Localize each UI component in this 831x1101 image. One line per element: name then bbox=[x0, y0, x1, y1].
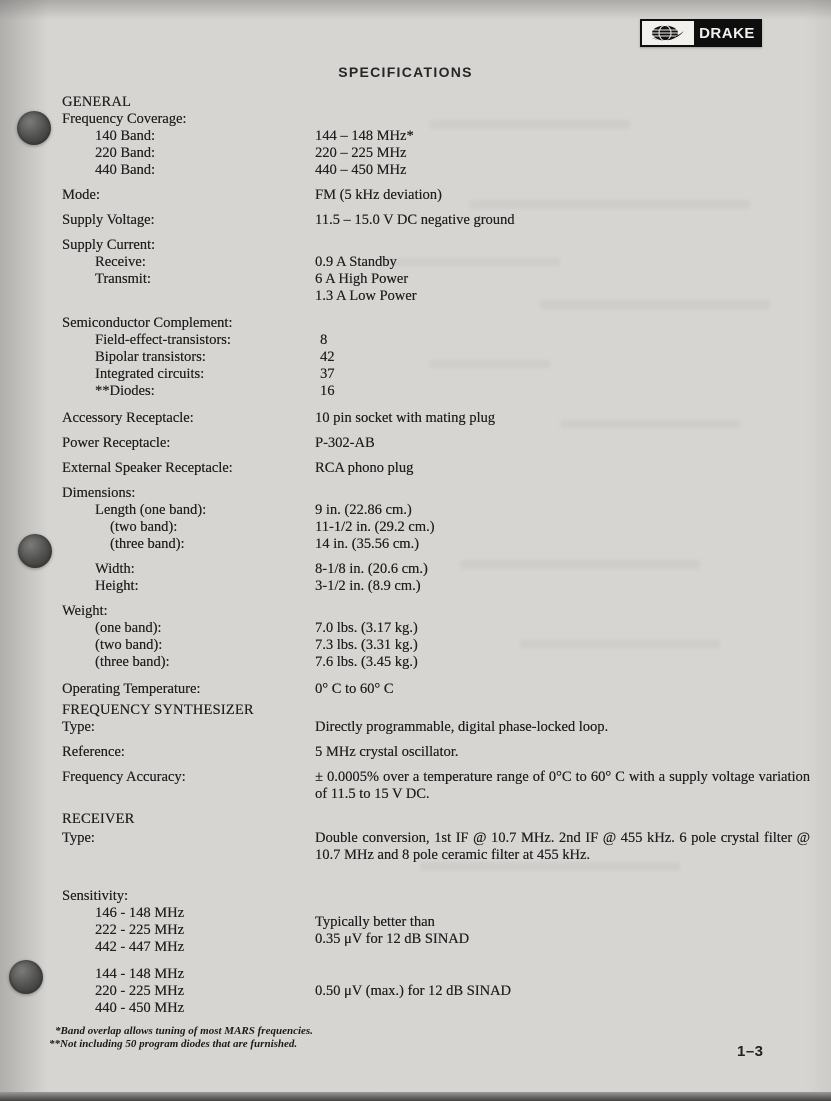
spec-row bbox=[62, 271, 810, 288]
sensitivity-bands bbox=[62, 905, 315, 956]
spec-value: 8-1/8 in. (20.6 cm.) bbox=[315, 561, 428, 577]
spec-row bbox=[62, 315, 810, 332]
spec-row bbox=[62, 830, 810, 864]
spec-row bbox=[62, 603, 810, 620]
footnote: **Not including 50 program diodes that are furnished. bbox=[49, 1037, 298, 1050]
spec-row bbox=[62, 366, 810, 383]
spec-value: ± 0.0005% over a temperature range of 0°C to 60° C with a supply voltage variation of 11.5 to 15 V DC. bbox=[315, 769, 810, 802]
spec-label: 220 Band: bbox=[95, 145, 156, 161]
spec-label: (three band): bbox=[110, 536, 185, 552]
spec-label: External Speaker Receptacle: bbox=[62, 460, 233, 476]
sensitivity-value bbox=[315, 966, 810, 1017]
section-heading-receiver: RECEIVER bbox=[62, 811, 135, 827]
spec-label: Height: bbox=[95, 578, 139, 594]
spec-label: Width: bbox=[95, 561, 135, 577]
spec-row bbox=[62, 288, 810, 305]
spec-label: Semiconductor Complement: bbox=[62, 315, 233, 331]
spec-row bbox=[62, 578, 810, 595]
spec-row bbox=[62, 485, 810, 502]
spec-row bbox=[62, 162, 810, 179]
spec-label: Type: bbox=[62, 830, 95, 846]
spec-row bbox=[62, 888, 810, 905]
sensitivity-value-line: 0.50 μV (max.) for 12 dB SINAD bbox=[315, 983, 511, 999]
spec-row bbox=[62, 145, 810, 162]
spec-row bbox=[62, 502, 810, 519]
spec-row bbox=[62, 460, 810, 477]
section-heading-row bbox=[62, 811, 810, 828]
spec-label: Field-effect-transistors: bbox=[95, 332, 231, 348]
spec-label: Reference: bbox=[62, 744, 125, 760]
page-title: SPECIFICATIONS bbox=[338, 64, 473, 80]
spec-value: 440 – 450 MHz bbox=[315, 162, 407, 178]
spec-value: 42 bbox=[320, 349, 335, 365]
spec-value: 3-1/2 in. (8.9 cm.) bbox=[315, 578, 421, 594]
footnotes bbox=[49, 1025, 810, 1050]
spec-row bbox=[62, 769, 810, 803]
spec-label: Transmit: bbox=[95, 271, 151, 287]
spec-row bbox=[62, 519, 810, 536]
spec-value: 1.3 A Low Power bbox=[315, 288, 417, 304]
spec-row bbox=[62, 744, 810, 761]
section-heading-general: GENERAL bbox=[62, 94, 132, 110]
band-range: 220 - 225 MHz bbox=[95, 983, 185, 999]
spec-value: P-302-AB bbox=[315, 435, 375, 451]
spec-label: 140 Band: bbox=[95, 128, 156, 144]
spec-label: Weight: bbox=[62, 603, 108, 619]
spec-value: 8 bbox=[320, 332, 328, 348]
spec-value: 144 – 148 MHz* bbox=[315, 128, 414, 144]
section-heading-row bbox=[62, 702, 810, 719]
spec-content bbox=[0, 94, 831, 1050]
spec-row bbox=[62, 654, 810, 671]
spec-value: 6 A High Power bbox=[315, 271, 409, 287]
spec-label: 440 Band: bbox=[95, 162, 156, 178]
sensitivity-value bbox=[315, 905, 810, 956]
spec-label: Integrated circuits: bbox=[95, 366, 205, 382]
spec-label: Operating Temperature: bbox=[62, 681, 201, 697]
drake-globe-icon bbox=[642, 21, 694, 45]
spec-label: Bipolar transistors: bbox=[95, 349, 206, 365]
spec-value bbox=[315, 485, 810, 502]
spec-row bbox=[62, 254, 810, 271]
spec-label: (three band): bbox=[95, 654, 170, 670]
spec-value: RCA phono plug bbox=[315, 460, 414, 476]
spec-label: Power Receptacle: bbox=[62, 435, 171, 451]
spec-value: 7.3 lbs. (3.31 kg.) bbox=[315, 637, 418, 653]
spec-value: 0.9 A Standby bbox=[315, 254, 397, 270]
spec-row bbox=[62, 620, 810, 637]
section-heading-row bbox=[62, 94, 810, 111]
spec-row bbox=[62, 536, 810, 553]
band-range: 440 - 450 MHz bbox=[95, 1000, 185, 1016]
sensitivity-label: Sensitivity: bbox=[62, 888, 129, 904]
band-range: 222 - 225 MHz bbox=[95, 922, 185, 938]
spec-label: (two band): bbox=[110, 519, 178, 535]
spec-value: 9 in. (22.86 cm.) bbox=[315, 502, 412, 518]
footnote: *Band overlap allows tuning of most MARS frequencies. bbox=[55, 1025, 313, 1037]
scan-bottom-edge bbox=[0, 1092, 831, 1101]
spec-value bbox=[315, 315, 810, 332]
spec-value: 5 MHz crystal oscillator. bbox=[315, 744, 459, 760]
spec-value bbox=[315, 603, 810, 620]
spec-row bbox=[62, 637, 810, 654]
spec-row bbox=[62, 349, 810, 366]
spec-value: 10 pin socket with mating plug bbox=[315, 410, 496, 426]
spec-value: FM (5 kHz deviation) bbox=[315, 187, 442, 203]
spec-value: 7.0 lbs. (3.17 kg.) bbox=[315, 620, 418, 636]
spec-value: Double conversion, 1st IF @ 10.7 MHz. 2nd IF @ 455 kHz. 6 pole crystal filter @ 10.7 MHz and 8 pole ceramic filter at 455 kHz. bbox=[315, 830, 810, 863]
spec-row bbox=[62, 383, 810, 400]
spec-label: Mode: bbox=[62, 187, 100, 203]
spec-label: (two band): bbox=[95, 637, 163, 653]
spec-label: (one band): bbox=[95, 620, 162, 636]
spec-row bbox=[62, 187, 810, 204]
spec-value: 11.5 – 15.0 V DC negative ground bbox=[315, 212, 515, 228]
band-range: 146 - 148 MHz bbox=[95, 905, 185, 921]
spec-label: Length (one band): bbox=[95, 502, 207, 518]
sensitivity-value-line: Typically better than bbox=[315, 913, 435, 930]
spec-label: Type: bbox=[62, 719, 95, 735]
spec-value bbox=[315, 237, 810, 254]
sensitivity-bands bbox=[62, 966, 315, 1017]
spec-label: Dimensions: bbox=[62, 485, 136, 501]
spec-label: **Diodes: bbox=[95, 383, 155, 399]
spec-label: Receive: bbox=[95, 254, 146, 270]
spec-row bbox=[62, 111, 810, 128]
page-number: 1–3 bbox=[737, 1043, 764, 1060]
band-range: 144 - 148 MHz bbox=[95, 966, 185, 982]
spec-value: 37 bbox=[320, 366, 335, 382]
spec-value: 7.6 lbs. (3.45 kg.) bbox=[315, 654, 418, 670]
spec-label: Accessory Receptacle: bbox=[62, 410, 194, 426]
sensitivity-group bbox=[62, 905, 810, 956]
spec-row bbox=[62, 681, 810, 698]
spec-value: 14 in. (35.56 cm.) bbox=[315, 536, 419, 552]
spec-row bbox=[62, 435, 810, 452]
sensitivity-value-line: 0.35 μV for 12 dB SINAD bbox=[315, 930, 470, 947]
drake-logo-text: DRAKE bbox=[694, 21, 760, 45]
spec-label: Supply Voltage: bbox=[62, 212, 155, 228]
spec-value: 11-1/2 in. (29.2 cm.) bbox=[315, 519, 435, 535]
spec-label bbox=[62, 288, 315, 305]
spec-row bbox=[62, 237, 810, 254]
spec-label: Frequency Coverage: bbox=[62, 111, 187, 127]
spec-value: 220 – 225 MHz bbox=[315, 145, 407, 161]
section-heading-synthesizer: FREQUENCY SYNTHESIZER bbox=[62, 702, 254, 718]
spec-value: 0° C to 60° C bbox=[315, 681, 394, 697]
spec-row bbox=[62, 561, 810, 578]
spec-label: Supply Current: bbox=[62, 237, 156, 253]
drake-logo bbox=[640, 19, 762, 47]
spec-value: 16 bbox=[320, 383, 335, 399]
spec-row bbox=[62, 332, 810, 349]
spec-label: Frequency Accuracy: bbox=[62, 769, 186, 785]
spec-row bbox=[62, 410, 810, 427]
spec-row bbox=[62, 719, 810, 736]
spec-value: Directly programmable, digital phase-locked loop. bbox=[315, 719, 609, 735]
spec-value bbox=[315, 111, 810, 128]
band-range: 442 - 447 MHz bbox=[95, 939, 185, 955]
spec-row bbox=[62, 212, 810, 229]
spec-row bbox=[62, 128, 810, 145]
sensitivity-group bbox=[62, 966, 810, 1017]
